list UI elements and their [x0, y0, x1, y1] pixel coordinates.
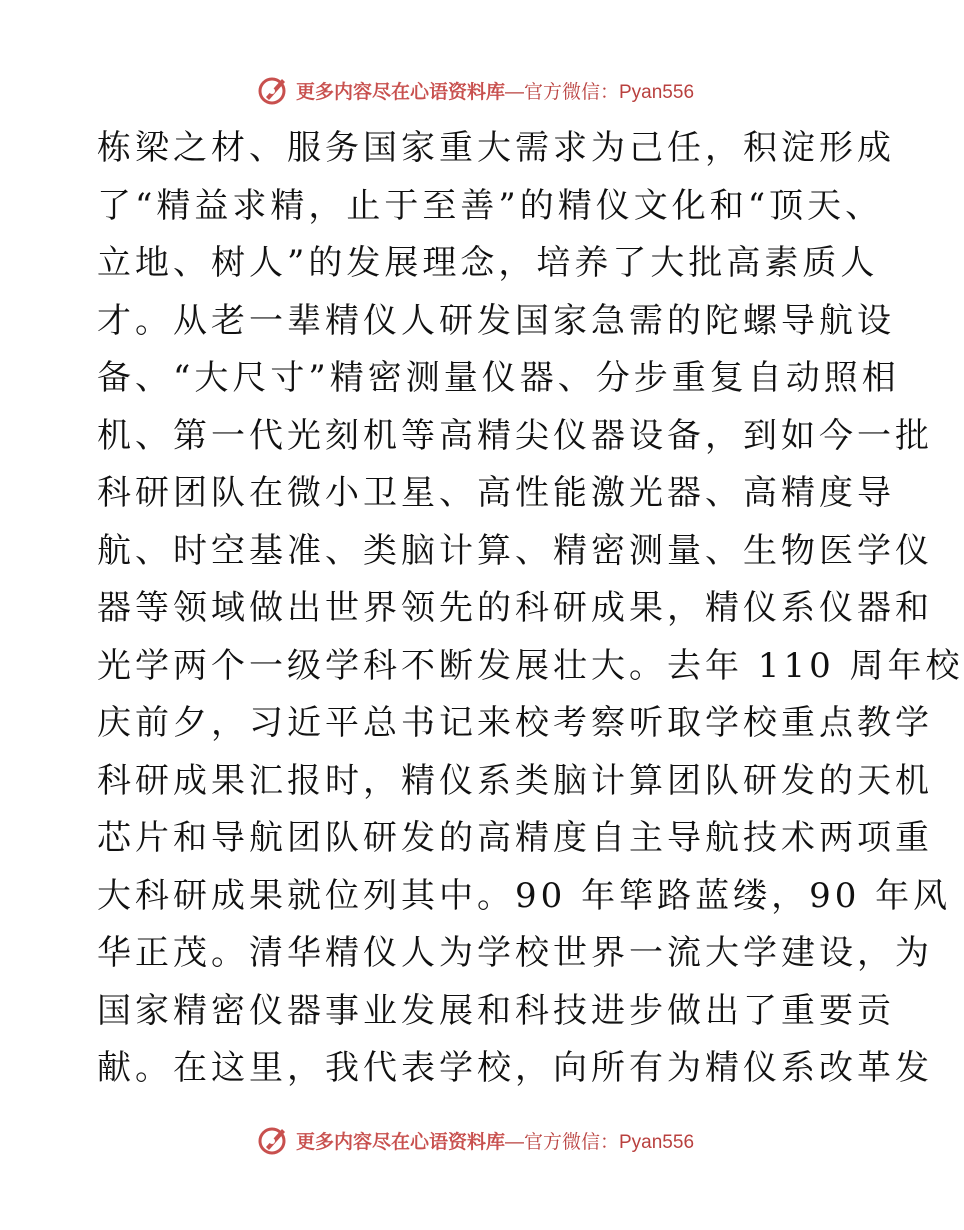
red-pen-circle-logo-icon — [256, 1123, 290, 1157]
body-line: 备、“大尺寸”精密测量仪器、分步重复自动照相 — [97, 358, 900, 398]
body-line: 器等领域做出世界领先的科研成果，精仪系仪器和 — [97, 588, 933, 628]
body-line: 大科研成果就位列其中。90 年筚路蓝缕，90 年风 — [97, 875, 952, 916]
body-line: 立地、树人”的发展理念，培养了大批高素质人 — [97, 243, 879, 283]
body-line: 献。在这里，我代表学校，向所有为精仪系改革发 — [97, 1048, 933, 1088]
watermark-text: 更多内容尽在心语资料库—官方微信：Pyan556 — [295, 80, 695, 103]
body-line: 国家精密仪器事业发展和科技进步做出了重要贡 — [97, 990, 895, 1031]
body-line: 庆前夕，习近平总书记来校考察听取学校重点教学 — [97, 703, 933, 743]
body-line: 航、时空基准、类脑计算、精密测量、生物医学仪 — [97, 530, 933, 571]
body-line: 华正茂。清华精仪人为学校世界一流大学建设，为 — [97, 933, 933, 973]
body-line: 科研团队在微小卫星、高性能激光器、高精度导 — [97, 473, 895, 513]
body-line: 栋梁之材、服务国家重大需求为己任，积淀形成 — [97, 128, 895, 168]
document-body — [97, 120, 964, 1098]
body-line: 科研成果汇报时，精仪系类脑计算团队研发的天机 — [97, 760, 933, 801]
watermark-text: 更多内容尽在心语资料库—官方微信：Pyan556 — [295, 1130, 695, 1153]
body-line: 才。从老一辈精仪人研发国家急需的陀螺导航设 — [97, 300, 895, 341]
red-pen-circle-logo-icon — [256, 73, 290, 107]
body-line: 光学两个一级学科不断发展壮大。去年 110 周年校 — [97, 645, 964, 686]
body-line: 了“精益求精，止于至善”的精仪文化和“顶天、 — [97, 185, 884, 226]
body-line: 芯片和导航团队研发的高精度自主导航技术两项重 — [97, 818, 933, 858]
body-line: 机、第一代光刻机等高精尖仪器设备，到如今一批 — [97, 415, 933, 456]
footer-watermark — [0, 1120, 950, 1160]
header-watermark — [0, 70, 950, 110]
